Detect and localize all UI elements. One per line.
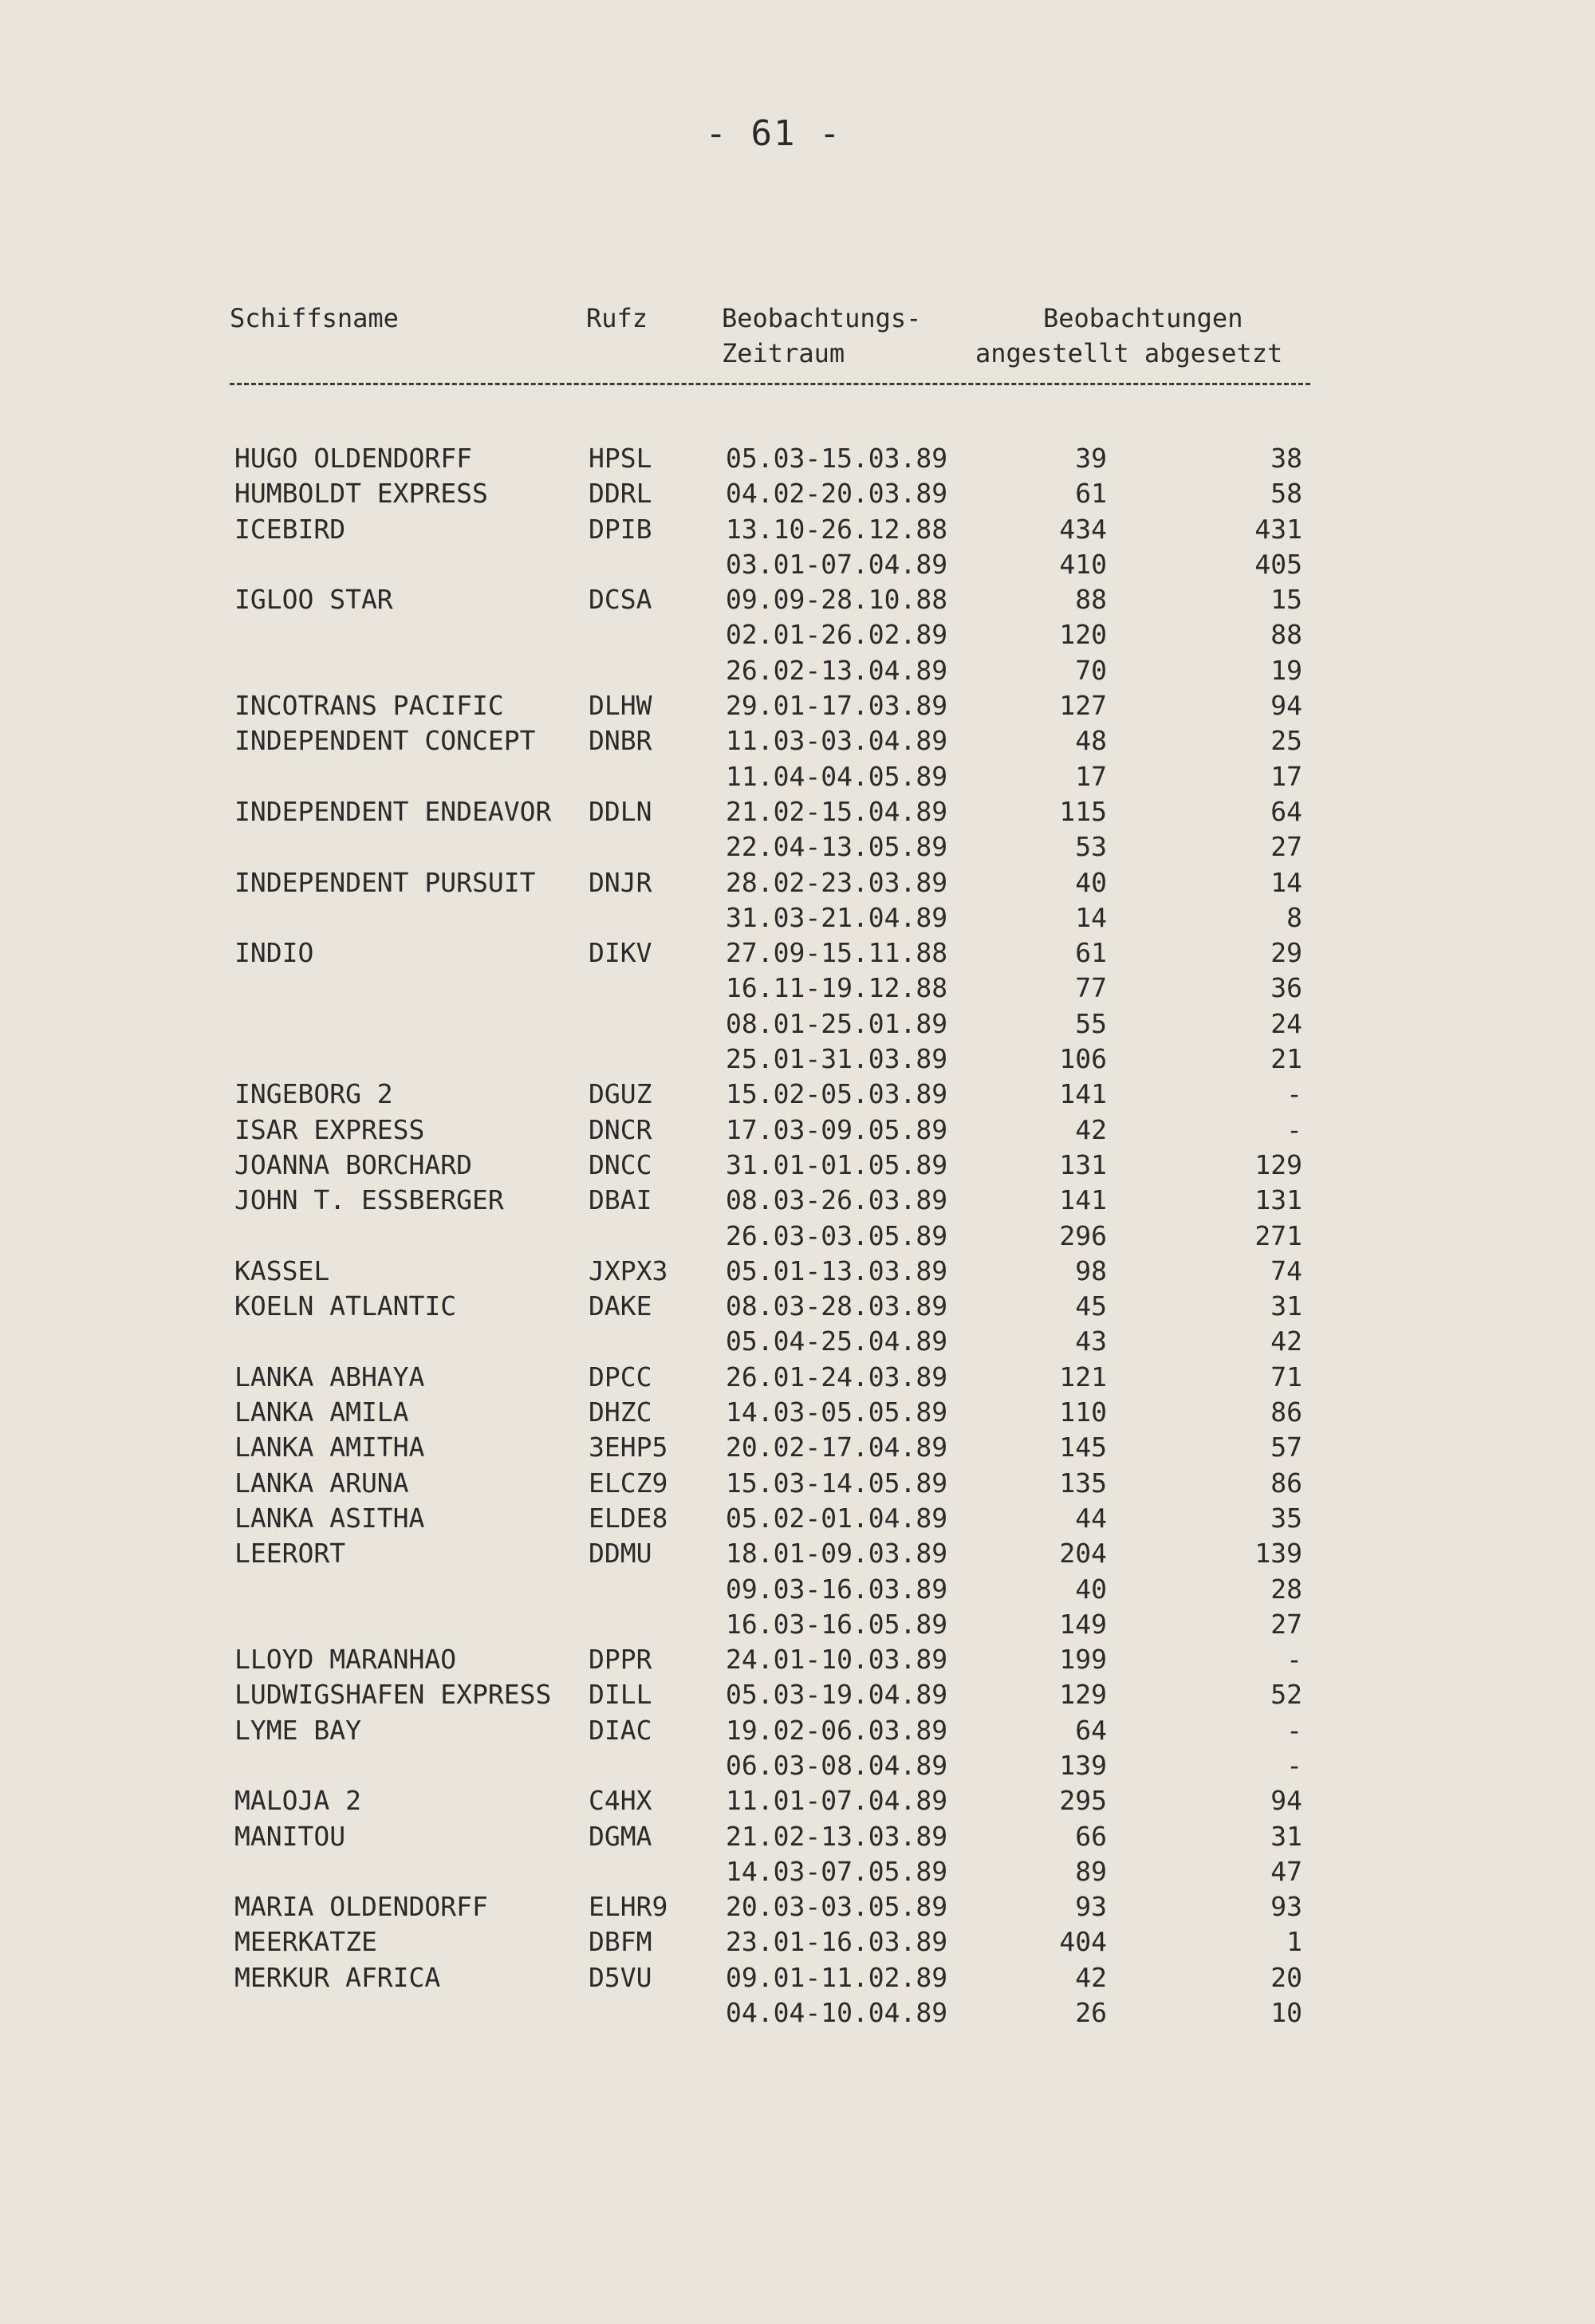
cell-rufz: ELCZ9 xyxy=(589,1467,668,1499)
cell-angestellt: 42 xyxy=(1075,1113,1107,1145)
cell-angestellt: 43 xyxy=(1075,1325,1107,1357)
table-row xyxy=(230,1607,1346,1642)
cell-ship-name: ISAR EXPRESS xyxy=(234,1113,425,1145)
cell-angestellt: 434 xyxy=(1059,513,1107,545)
cell-period: 15.02-05.03.89 xyxy=(726,1078,948,1110)
cell-abgesetzt: 139 xyxy=(1254,1538,1302,1570)
header-schiffsname: Schiffsname xyxy=(230,303,399,333)
cell-angestellt: 410 xyxy=(1059,548,1107,580)
cell-abgesetzt: 271 xyxy=(1254,1219,1302,1251)
cell-abgesetzt: 38 xyxy=(1270,443,1302,474)
cell-angestellt: 110 xyxy=(1059,1396,1107,1428)
cell-abgesetzt: - xyxy=(1286,1644,1302,1676)
cell-abgesetzt: 88 xyxy=(1270,619,1302,651)
table-row xyxy=(230,723,1346,758)
cell-period: 09.01-11.02.89 xyxy=(726,1961,948,1993)
cell-rufz: C4HX xyxy=(589,1785,652,1817)
cell-rufz: 3EHP5 xyxy=(589,1432,668,1463)
table-row xyxy=(230,1889,1346,1924)
cell-angestellt: 204 xyxy=(1059,1538,1107,1570)
cell-rufz: DAKE xyxy=(589,1290,652,1322)
cell-ship-name: INDEPENDENT CONCEPT xyxy=(234,725,536,757)
cell-period: 05.01-13.03.89 xyxy=(726,1255,948,1286)
table-row xyxy=(230,1960,1346,1995)
cell-angestellt: 48 xyxy=(1075,725,1107,757)
cell-rufz: DIKV xyxy=(589,937,652,969)
cell-abgesetzt: 20 xyxy=(1270,1961,1302,1993)
cell-abgesetzt: 52 xyxy=(1270,1679,1302,1711)
cell-period: 11.03-03.04.89 xyxy=(726,725,948,757)
cell-abgesetzt: 15 xyxy=(1270,584,1302,616)
cell-period: 03.01-07.04.89 xyxy=(726,548,948,580)
cell-angestellt: 66 xyxy=(1075,1820,1107,1852)
cell-abgesetzt: 94 xyxy=(1270,690,1302,722)
cell-angestellt: 199 xyxy=(1059,1644,1107,1676)
cell-rufz: DIAC xyxy=(589,1714,652,1746)
table-row xyxy=(230,936,1346,971)
table-row xyxy=(230,1289,1346,1324)
header-zeitraum-line1: Beobachtungs- xyxy=(722,303,922,333)
cell-ship-name: MEERKATZE xyxy=(234,1926,377,1958)
cell-ship-name: JOHN T. ESSBERGER xyxy=(234,1184,504,1216)
cell-period: 06.03-08.04.89 xyxy=(726,1749,948,1781)
table-row xyxy=(230,1113,1346,1148)
cell-rufz: DLHW xyxy=(589,690,652,722)
cell-abgesetzt: 21 xyxy=(1270,1043,1302,1075)
cell-ship-name: LUDWIGSHAFEN EXPRESS xyxy=(234,1679,552,1711)
cell-rufz: DBFM xyxy=(589,1926,652,1958)
cell-abgesetzt: 24 xyxy=(1270,1007,1302,1039)
cell-period: 09.03-16.03.89 xyxy=(726,1573,948,1605)
cell-angestellt: 45 xyxy=(1075,1290,1107,1322)
cell-angestellt: 139 xyxy=(1059,1749,1107,1781)
cell-angestellt: 64 xyxy=(1075,1714,1107,1746)
cell-abgesetzt: 93 xyxy=(1270,1891,1302,1923)
cell-abgesetzt: 42 xyxy=(1270,1325,1302,1357)
cell-ship-name: MANITOU xyxy=(234,1820,346,1852)
header-beobachtungen-line2: angestellt abgesetzt xyxy=(975,338,1283,368)
cell-angestellt: 120 xyxy=(1059,619,1107,651)
cell-period: 08.01-25.01.89 xyxy=(726,1007,948,1039)
table-body xyxy=(230,441,1346,2031)
cell-angestellt: 296 xyxy=(1059,1219,1107,1251)
cell-abgesetzt: 19 xyxy=(1270,654,1302,686)
cell-period: 18.01-09.03.89 xyxy=(726,1538,948,1570)
cell-period: 21.02-13.03.89 xyxy=(726,1820,948,1852)
table-row xyxy=(230,829,1346,865)
cell-rufz: JXPX3 xyxy=(589,1255,668,1286)
cell-ship-name: IGLOO STAR xyxy=(234,584,393,616)
cell-period: 26.01-24.03.89 xyxy=(726,1361,948,1392)
cell-angestellt: 42 xyxy=(1075,1961,1107,1993)
cell-period: 25.01-31.03.89 xyxy=(726,1043,948,1075)
cell-abgesetzt: 58 xyxy=(1270,478,1302,510)
cell-rufz: DGMA xyxy=(589,1820,652,1852)
cell-angestellt: 149 xyxy=(1059,1608,1107,1640)
cell-abgesetzt: 57 xyxy=(1270,1432,1302,1463)
cell-abgesetzt: 8 xyxy=(1286,901,1302,933)
table-row xyxy=(230,1572,1346,1607)
cell-abgesetzt: 71 xyxy=(1270,1361,1302,1392)
cell-period: 17.03-09.05.89 xyxy=(726,1113,948,1145)
cell-period: 05.04-25.04.89 xyxy=(726,1325,948,1357)
cell-rufz: DHZC xyxy=(589,1396,652,1428)
table-row xyxy=(230,1183,1346,1218)
table-row xyxy=(230,1748,1346,1783)
cell-period: 26.02-13.04.89 xyxy=(726,654,948,686)
table-row xyxy=(230,1219,1346,1254)
table-row xyxy=(230,582,1346,617)
cell-ship-name: HUGO OLDENDORFF xyxy=(234,443,473,474)
cell-rufz: DNJR xyxy=(589,866,652,898)
header-beobachtungen-line1: Beobachtungen xyxy=(1043,303,1243,333)
cell-rufz: DPCC xyxy=(589,1361,652,1392)
cell-rufz: ELHR9 xyxy=(589,1891,668,1923)
cell-period: 04.04-10.04.89 xyxy=(726,1997,948,2029)
cell-rufz: DDRL xyxy=(589,478,652,510)
cell-period: 11.01-07.04.89 xyxy=(726,1785,948,1817)
cell-abgesetzt: 74 xyxy=(1270,1255,1302,1286)
cell-ship-name: ICEBIRD xyxy=(234,513,346,545)
cell-abgesetzt: 31 xyxy=(1270,1820,1302,1852)
cell-period: 28.02-23.03.89 xyxy=(726,866,948,898)
cell-rufz: DCSA xyxy=(589,584,652,616)
cell-period: 24.01-10.03.89 xyxy=(726,1644,948,1676)
cell-rufz: DILL xyxy=(589,1679,652,1711)
table-row xyxy=(230,1783,1346,1818)
cell-abgesetzt: 17 xyxy=(1270,760,1302,792)
table-row xyxy=(230,441,1346,476)
cell-period: 14.03-07.05.89 xyxy=(726,1855,948,1887)
cell-period: 02.01-26.02.89 xyxy=(726,619,948,651)
table-row xyxy=(230,547,1346,582)
table-row xyxy=(230,759,1346,794)
table-row xyxy=(230,1501,1346,1536)
cell-abgesetzt: 86 xyxy=(1270,1396,1302,1428)
cell-angestellt: 93 xyxy=(1075,1891,1107,1923)
cell-rufz: HPSL xyxy=(589,443,652,474)
cell-angestellt: 40 xyxy=(1075,1573,1107,1605)
cell-ship-name: HUMBOLDT EXPRESS xyxy=(234,478,488,510)
cell-period: 22.04-13.05.89 xyxy=(726,831,948,863)
cell-angestellt: 131 xyxy=(1059,1148,1107,1180)
table-row xyxy=(230,1360,1346,1395)
cell-abgesetzt: 431 xyxy=(1254,513,1302,545)
cell-angestellt: 145 xyxy=(1059,1432,1107,1463)
cell-ship-name: MARIA OLDENDORFF xyxy=(234,1891,488,1923)
cell-period: 05.03-15.03.89 xyxy=(726,443,948,474)
cell-period: 26.03-03.05.89 xyxy=(726,1219,948,1251)
cell-rufz: DBAI xyxy=(589,1184,652,1216)
cell-angestellt: 17 xyxy=(1075,760,1107,792)
cell-rufz: DNCR xyxy=(589,1113,652,1145)
cell-period: 21.02-15.04.89 xyxy=(726,795,948,827)
cell-abgesetzt: 405 xyxy=(1254,548,1302,580)
cell-rufz: DNBR xyxy=(589,725,652,757)
cell-period: 09.09-28.10.88 xyxy=(726,584,948,616)
cell-abgesetzt: 94 xyxy=(1270,1785,1302,1817)
cell-ship-name: MERKUR AFRICA xyxy=(234,1961,441,1993)
cell-rufz: DDLN xyxy=(589,795,652,827)
cell-rufz: DNCC xyxy=(589,1148,652,1180)
cell-ship-name: INGEBORG 2 xyxy=(234,1078,393,1110)
cell-ship-name: LANKA AMITHA xyxy=(234,1432,425,1463)
table-row xyxy=(230,1995,1346,2031)
cell-abgesetzt: 86 xyxy=(1270,1467,1302,1499)
cell-angestellt: 121 xyxy=(1059,1361,1107,1392)
cell-abgesetzt: - xyxy=(1286,1078,1302,1110)
cell-abgesetzt: 27 xyxy=(1270,1608,1302,1640)
table-row xyxy=(230,1536,1346,1571)
cell-angestellt: 115 xyxy=(1059,795,1107,827)
cell-rufz: ELDE8 xyxy=(589,1502,668,1534)
table-row xyxy=(230,476,1346,511)
table-row xyxy=(230,1042,1346,1077)
cell-ship-name: INDEPENDENT PURSUIT xyxy=(234,866,536,898)
cell-ship-name: JOANNA BORCHARD xyxy=(234,1148,473,1180)
cell-angestellt: 14 xyxy=(1075,901,1107,933)
table-row xyxy=(230,1713,1346,1748)
cell-abgesetzt: - xyxy=(1286,1714,1302,1746)
table-header xyxy=(230,303,1314,375)
cell-angestellt: 88 xyxy=(1075,584,1107,616)
cell-period: 23.01-16.03.89 xyxy=(726,1926,948,1958)
page-number: - 61 - xyxy=(705,113,842,154)
header-rufz: Rufz xyxy=(586,303,648,333)
cell-abgesetzt: 131 xyxy=(1254,1184,1302,1216)
cell-ship-name: INCOTRANS PACIFIC xyxy=(234,690,504,722)
table-row xyxy=(230,1430,1346,1465)
cell-period: 13.10-26.12.88 xyxy=(726,513,948,545)
cell-period: 29.01-17.03.89 xyxy=(726,690,948,722)
table-row xyxy=(230,688,1346,723)
cell-ship-name: INDIO xyxy=(234,937,314,969)
cell-rufz: DDMU xyxy=(589,1538,652,1570)
cell-rufz: D5VU xyxy=(589,1961,652,1993)
cell-angestellt: 404 xyxy=(1059,1926,1107,1958)
cell-abgesetzt: 14 xyxy=(1270,866,1302,898)
table-row xyxy=(230,794,1346,829)
table-row xyxy=(230,865,1346,900)
cell-angestellt: 295 xyxy=(1059,1785,1107,1817)
cell-period: 04.02-20.03.89 xyxy=(726,478,948,510)
cell-angestellt: 77 xyxy=(1075,972,1107,1004)
cell-abgesetzt: - xyxy=(1286,1749,1302,1781)
cell-abgesetzt: 36 xyxy=(1270,972,1302,1004)
cell-period: 31.01-01.05.89 xyxy=(726,1148,948,1180)
cell-period: 31.03-21.04.89 xyxy=(726,901,948,933)
cell-period: 19.02-06.03.89 xyxy=(726,1714,948,1746)
cell-abgesetzt: 10 xyxy=(1270,1997,1302,2029)
cell-period: 08.03-26.03.89 xyxy=(726,1184,948,1216)
cell-abgesetzt: 64 xyxy=(1270,795,1302,827)
header-zeitraum-line2: Zeitraum xyxy=(722,338,845,368)
cell-angestellt: 53 xyxy=(1075,831,1107,863)
table-row xyxy=(230,617,1346,652)
cell-angestellt: 89 xyxy=(1075,1855,1107,1887)
table-row xyxy=(230,1924,1346,1960)
cell-abgesetzt: 27 xyxy=(1270,831,1302,863)
cell-rufz: DGUZ xyxy=(589,1078,652,1110)
cell-angestellt: 55 xyxy=(1075,1007,1107,1039)
table-row xyxy=(230,1395,1346,1430)
cell-abgesetzt: 29 xyxy=(1270,937,1302,969)
cell-ship-name: KASSEL xyxy=(234,1255,330,1286)
cell-period: 11.04-04.05.89 xyxy=(726,760,948,792)
table-row xyxy=(230,653,1346,688)
cell-ship-name: INDEPENDENT ENDEAVOR xyxy=(234,795,552,827)
cell-abgesetzt: 129 xyxy=(1254,1148,1302,1180)
table-row xyxy=(230,1077,1346,1112)
cell-period: 08.03-28.03.89 xyxy=(726,1290,948,1322)
cell-period: 05.02-01.04.89 xyxy=(726,1502,948,1534)
cell-angestellt: 39 xyxy=(1075,443,1107,474)
cell-abgesetzt: 35 xyxy=(1270,1502,1302,1534)
cell-ship-name: KOELN ATLANTIC xyxy=(234,1290,457,1322)
table-row xyxy=(230,1642,1346,1677)
cell-angestellt: 141 xyxy=(1059,1184,1107,1216)
cell-angestellt: 98 xyxy=(1075,1255,1107,1286)
cell-abgesetzt: 28 xyxy=(1270,1573,1302,1605)
cell-abgesetzt: - xyxy=(1286,1113,1302,1145)
cell-period: 20.02-17.04.89 xyxy=(726,1432,948,1463)
cell-angestellt: 106 xyxy=(1059,1043,1107,1075)
cell-period: 20.03-03.05.89 xyxy=(726,1891,948,1923)
cell-ship-name: LYME BAY xyxy=(234,1714,361,1746)
cell-rufz: DPIB xyxy=(589,513,652,545)
cell-period: 16.03-16.05.89 xyxy=(726,1608,948,1640)
table-row xyxy=(230,1324,1346,1359)
table-row xyxy=(230,512,1346,547)
table-row xyxy=(230,971,1346,1006)
cell-period: 14.03-05.05.89 xyxy=(726,1396,948,1428)
table-row xyxy=(230,1006,1346,1042)
cell-period: 27.09-15.11.88 xyxy=(726,937,948,969)
table-row xyxy=(230,1854,1346,1889)
cell-angestellt: 135 xyxy=(1059,1467,1107,1499)
cell-angestellt: 61 xyxy=(1075,937,1107,969)
cell-ship-name: LANKA ARUNA xyxy=(234,1467,409,1499)
cell-angestellt: 141 xyxy=(1059,1078,1107,1110)
table-row xyxy=(230,1819,1346,1854)
cell-angestellt: 70 xyxy=(1075,654,1107,686)
table-row xyxy=(230,1677,1346,1712)
cell-ship-name: MALOJA 2 xyxy=(234,1785,361,1817)
cell-period: 16.11-19.12.88 xyxy=(726,972,948,1004)
header-divider xyxy=(230,383,1310,385)
cell-abgesetzt: 47 xyxy=(1270,1855,1302,1887)
cell-angestellt: 40 xyxy=(1075,866,1107,898)
cell-angestellt: 127 xyxy=(1059,690,1107,722)
cell-abgesetzt: 1 xyxy=(1286,1926,1302,1958)
cell-period: 15.03-14.05.89 xyxy=(726,1467,948,1499)
cell-angestellt: 44 xyxy=(1075,1502,1107,1534)
cell-ship-name: LLOYD MARANHAO xyxy=(234,1644,457,1676)
cell-angestellt: 129 xyxy=(1059,1679,1107,1711)
cell-ship-name: LANKA AMILA xyxy=(234,1396,409,1428)
cell-ship-name: LANKA ASITHA xyxy=(234,1502,425,1534)
table-row xyxy=(230,1254,1346,1289)
cell-rufz: DPPR xyxy=(589,1644,652,1676)
cell-angestellt: 61 xyxy=(1075,478,1107,510)
table-row xyxy=(230,1466,1346,1501)
cell-ship-name: LANKA ABHAYA xyxy=(234,1361,425,1392)
table-row xyxy=(230,900,1346,936)
cell-abgesetzt: 25 xyxy=(1270,725,1302,757)
cell-period: 05.03-19.04.89 xyxy=(726,1679,948,1711)
cell-abgesetzt: 31 xyxy=(1270,1290,1302,1322)
table-row xyxy=(230,1148,1346,1183)
cell-ship-name: LEERORT xyxy=(234,1538,346,1570)
cell-angestellt: 26 xyxy=(1075,1997,1107,2029)
